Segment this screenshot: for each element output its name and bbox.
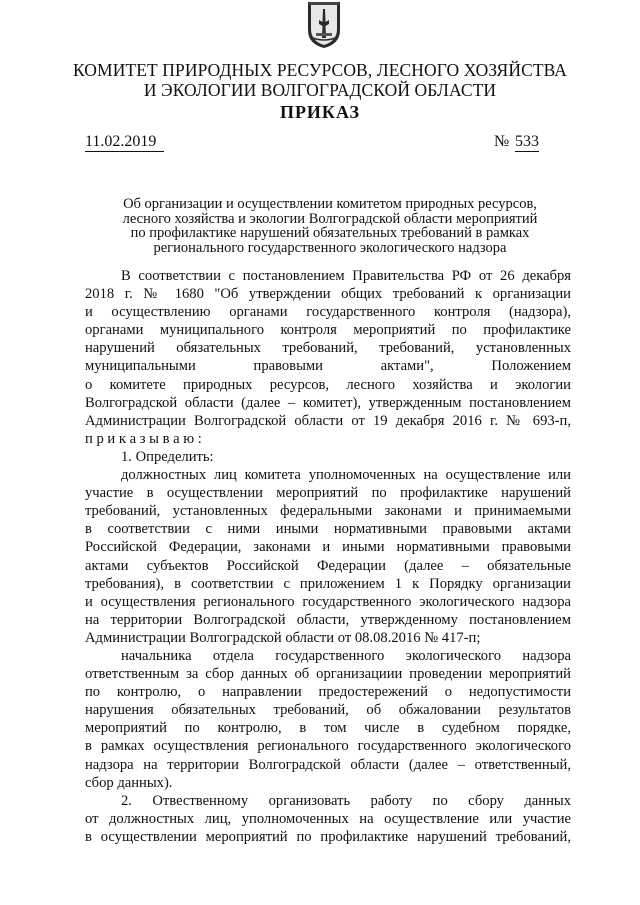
- body-line: актами субъектов Российской Федерации (далее – обязательные: [85, 557, 571, 574]
- body-line: 1. Определить:: [121, 448, 214, 465]
- body-line: Волгоградской области (далее – комитет), утвержденным постановлением: [85, 394, 571, 411]
- order-date: 11.02.2019: [85, 133, 164, 152]
- body-line: участие в осуществлении мероприятий по профилактике нарушений: [85, 485, 571, 502]
- body-line: Администрации Волгоградской области от 19 декабря 2016 г. № 693-п,: [85, 412, 571, 429]
- subject-line: лесного хозяйства и экологии Волгоградской области мероприятий: [122, 210, 538, 227]
- body-line: требования), в соответствии с приложением 1 к Порядку организации: [85, 575, 571, 592]
- org-name-line-1: КОМИТЕТ ПРИРОДНЫХ РЕСУРСОВ, ЛЕСНОГО ХОЗЯЙСТВА: [72, 60, 568, 80]
- body-line: в соответствии с ними иными нормативными правовыми актами: [85, 521, 571, 538]
- body-line: сбор данных).: [85, 774, 173, 791]
- body-line: в рамках осуществления регионального государственного экологического: [85, 738, 571, 755]
- body-line: нарушения обязательных требований, об обжаловании результатов: [85, 702, 571, 719]
- volgograd-coat-of-arms-icon: [306, 0, 342, 50]
- body-line: 2. Отвественному организовать работу по сбору данных: [121, 792, 571, 809]
- body-line: ответственным за сбор данных об организациии проведении мероприятий: [85, 666, 571, 683]
- body-line: 2018 г. № 1680 "Об утверждении общих требований к организации: [85, 286, 571, 303]
- body-line: органами муниципального контроля мероприятий по профилактике: [85, 322, 571, 339]
- body-line: надзора на территории Волгоградской области (далее – ответственный,: [85, 756, 571, 773]
- order-body: [85, 267, 571, 846]
- body-line: п р и к а з ы в а ю :: [85, 430, 202, 447]
- order-number-label: №: [494, 133, 510, 150]
- body-line: на территории Волгоградской области, утвержденному постановлением: [85, 611, 571, 628]
- body-line: о комитете природных ресурсов, лесного хозяйства и экологии: [85, 376, 571, 393]
- body-line: начальника отдела государственного экологического надзора: [121, 647, 571, 664]
- body-line: требований, установленных федеральными законами и принимаемыми: [85, 503, 571, 520]
- body-line: нарушений обязательных требований, требований, установленных: [85, 340, 571, 357]
- body-line: от должностных лиц, уполномоченных на осуществление или участие: [85, 810, 571, 827]
- body-line: по контролю, о направлении предостережений о недопустимости: [85, 684, 571, 701]
- body-line: Администрации Волгоградской области от 08.08.2016 № 417-п;: [85, 629, 481, 646]
- body-line: Российской Федерации, законами и иными нормативными правовыми: [85, 539, 571, 556]
- order-number: 533: [515, 133, 539, 150]
- body-line: и осуществлению органами государственного контроля (надзора),: [85, 304, 571, 321]
- body-line: муниципальными правовыми актами", Положением: [85, 358, 571, 375]
- body-line: в осуществлении мероприятий по профилактике нарушений требований,: [85, 828, 571, 845]
- document-type-title: ПРИКАЗ: [279, 102, 361, 122]
- subject-line: регионального государственного экологического надзора: [153, 239, 507, 256]
- org-name-line-2: И ЭКОЛОГИИ ВОЛГОГРАДСКОЙ ОБЛАСТИ: [143, 80, 497, 100]
- body-line: В соответствии с постановлением Правительства РФ от 26 декабря: [121, 268, 571, 284]
- body-line: и осуществления регионального государственного экологического надзора: [85, 593, 571, 610]
- order-subject: [90, 197, 570, 255]
- body-line: мероприятий по контролю, в том числе в судебном порядке,: [85, 720, 571, 737]
- body-line: должностных лиц комитета уполномоченных на осуществление или: [121, 467, 571, 484]
- subject-line: Об организации и осуществлении комитетом природных ресурсов,: [123, 196, 537, 212]
- subject-line: по профилактике нарушений обязательных требований в рамках: [130, 225, 530, 241]
